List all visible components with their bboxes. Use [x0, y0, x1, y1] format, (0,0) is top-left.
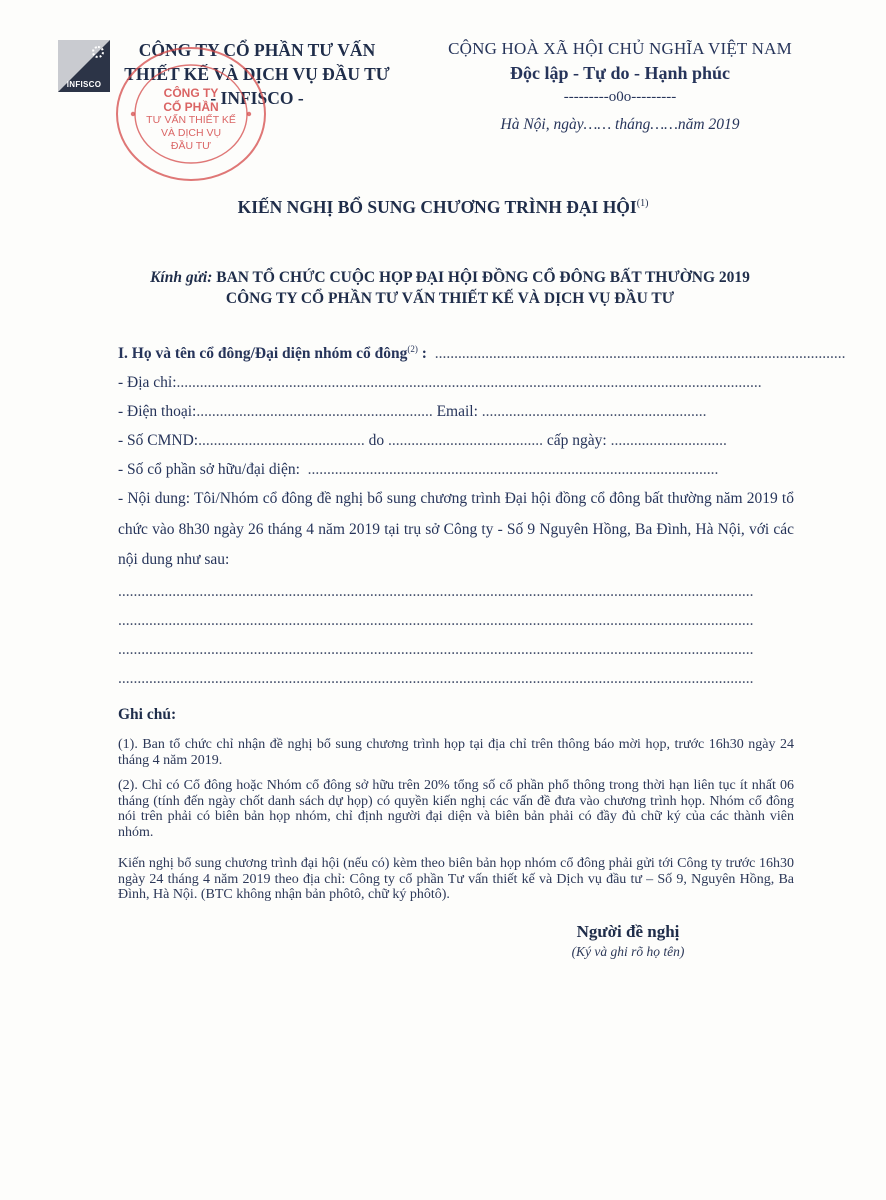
logo-text: INFISCO: [66, 80, 102, 89]
id-row: [118, 432, 794, 450]
stamp-line: ĐẦU TƯ: [170, 140, 212, 152]
company-logo: [58, 40, 110, 92]
national-header: [420, 38, 820, 108]
recipient-line2: CÔNG TY CỔ PHẦN TƯ VẤN THIẾT KẾ VÀ DỊCH VỤ ĐẦU TƯ: [225, 290, 675, 307]
recipient-label: Kính gửi:: [150, 269, 213, 286]
id-number-input[interactable]: ...........................................: [198, 432, 365, 449]
name-footnote: (2): [407, 344, 418, 354]
stamp-line: VÀ DỊCH VỤ: [160, 127, 222, 139]
address-label: - Địa chỉ:: [118, 374, 177, 391]
phone-email-row: [118, 403, 794, 421]
email-label: Email:: [436, 403, 478, 420]
stamp-line: CỔ PHẦN: [163, 100, 219, 114]
gear-icon: [92, 46, 104, 58]
motto-separator: ---------o0o---------: [563, 89, 677, 105]
id-label: - Số CMND:: [118, 432, 199, 449]
name-field[interactable]: I. Họ và tên cổ đông/Đại diện nhóm cổ đông$^{(2)}$ : ..........................................................................................................: [118, 344, 846, 363]
shares-label: - Số cổ phần sở hữu/đại diện:: [118, 461, 300, 478]
company-stamp: [113, 44, 269, 184]
company-short-name: - INFISCO -: [210, 88, 304, 108]
name-colon: :: [417, 345, 427, 363]
stamp-line: TƯ VẤN THIẾT KẾ: [146, 114, 236, 126]
signer-title: Người đề nghị: [576, 922, 680, 941]
id-date-input[interactable]: ..............................: [606, 432, 727, 449]
national-motto: Độc lập - Tự do - Hạnh phúc: [509, 63, 731, 83]
signer-subtitle: (Ký và ghi rõ họ tên): [571, 944, 685, 959]
email-input[interactable]: ..........................................................: [477, 403, 707, 420]
shares-field[interactable]: - Số cổ phần sở hữu/đại diện: ..........................................................................................................: [118, 461, 719, 478]
id-date-label: cấp ngày:: [546, 432, 607, 449]
content-blank-line[interactable]: ....................................................................................................................................................................: [118, 641, 754, 658]
stamp-line: CÔNG TY: [163, 86, 219, 100]
date-line: Hà Nội, ngày…… tháng……năm 2019: [500, 116, 740, 133]
stamp-text: [139, 86, 243, 153]
notes-heading: Ghi chú:: [118, 706, 177, 723]
content-blank-line[interactable]: ....................................................................................................................................................................: [118, 670, 754, 687]
signature-block: [520, 922, 736, 960]
recipient-line1: BAN TỔ CHỨC CUỘC HỌP ĐẠI HỘI ĐỒNG CỔ ĐÔNG BẤT THƯỜNG 2019: [216, 269, 750, 286]
note-2: (2). Chỉ có Cổ đông hoặc Nhóm cổ đông sở hữu trên 20% tổng số cổ phần phổ thông trong thời hạn liên tục ít nhất 06 tháng (tính đến ngày chốt danh sách dự họp) có quyền kiến nghị các vấn đề đưa vào chương trình họp. Nhóm cổ đông nói trên phải có biên bản họp nhóm, chỉ định người đại diện và biên bản phải có đầy đủ chữ ký của các thành viên nhóm.: [118, 778, 794, 840]
name-label: I. Họ và tên cổ đông/Đại diện nhóm cổ đông: [118, 345, 408, 363]
id-issuer-input[interactable]: ........................................: [384, 432, 543, 449]
phone-label: - Điện thoại:: [118, 403, 197, 420]
company-name-line1: CÔNG TY CỔ PHẦN TƯ VẤN: [138, 40, 376, 60]
proposal-content: - Nội dung: Tôi/Nhóm cổ đông đề nghị bổ sung chương trình Đại hội đồng cổ đông bất thường năm 2019 tổ chức vào 8h30 ngày 26 tháng 4 năm 2019 tại trụ sở Công ty - Số 9 Nguyên Hồng, Ba Đình, Hà Nội, với các nội dung như sau:: [118, 490, 794, 568]
phone-input[interactable]: .............................................................: [196, 403, 433, 420]
note-3: Kiến nghị bổ sung chương trình đại hội (nếu có) kèm theo biên bản họp nhóm cổ đông phải gửi tới Công ty trước 16h30 ngày 24 tháng 4 năm 2019 theo địa chỉ: Công ty cổ phần Tư vấn thiết kế và Dịch vụ đầu tư – Số 9, Nguyên Hồng, Ba Đình, Hà Nội. (BTC không nhận bản phôtô, chữ ký phôtô).: [118, 856, 794, 902]
document-title: [0, 197, 886, 218]
company-name-line2: THIẾT KẾ VÀ DỊCH VỤ ĐẦU TƯ: [124, 64, 390, 84]
recipient-block: [60, 267, 840, 309]
country-name: CỘNG HOÀ XÃ HỘI CHỦ NGHĨA VIỆT NAM: [448, 39, 792, 58]
address-field[interactable]: - Địa chỉ:.......................................................................................................................................................: [118, 374, 762, 391]
content-blank-line[interactable]: ....................................................................................................................................................................: [118, 583, 754, 600]
note-1: (1). Ban tổ chức chỉ nhận đề nghị bổ sung chương trình họp tại địa chỉ trên thông báo mời họp, trước 16h30 ngày 24 tháng 4 năm 2019.: [118, 737, 794, 768]
content-blank-line[interactable]: ....................................................................................................................................................................: [118, 612, 754, 629]
id-issuer-label: do: [368, 432, 385, 449]
title-text: KIẾN NGHỊ BỔ SUNG CHƯƠNG TRÌNH ĐẠI HỘI: [237, 197, 637, 217]
title-footnote: (1): [636, 198, 649, 210]
